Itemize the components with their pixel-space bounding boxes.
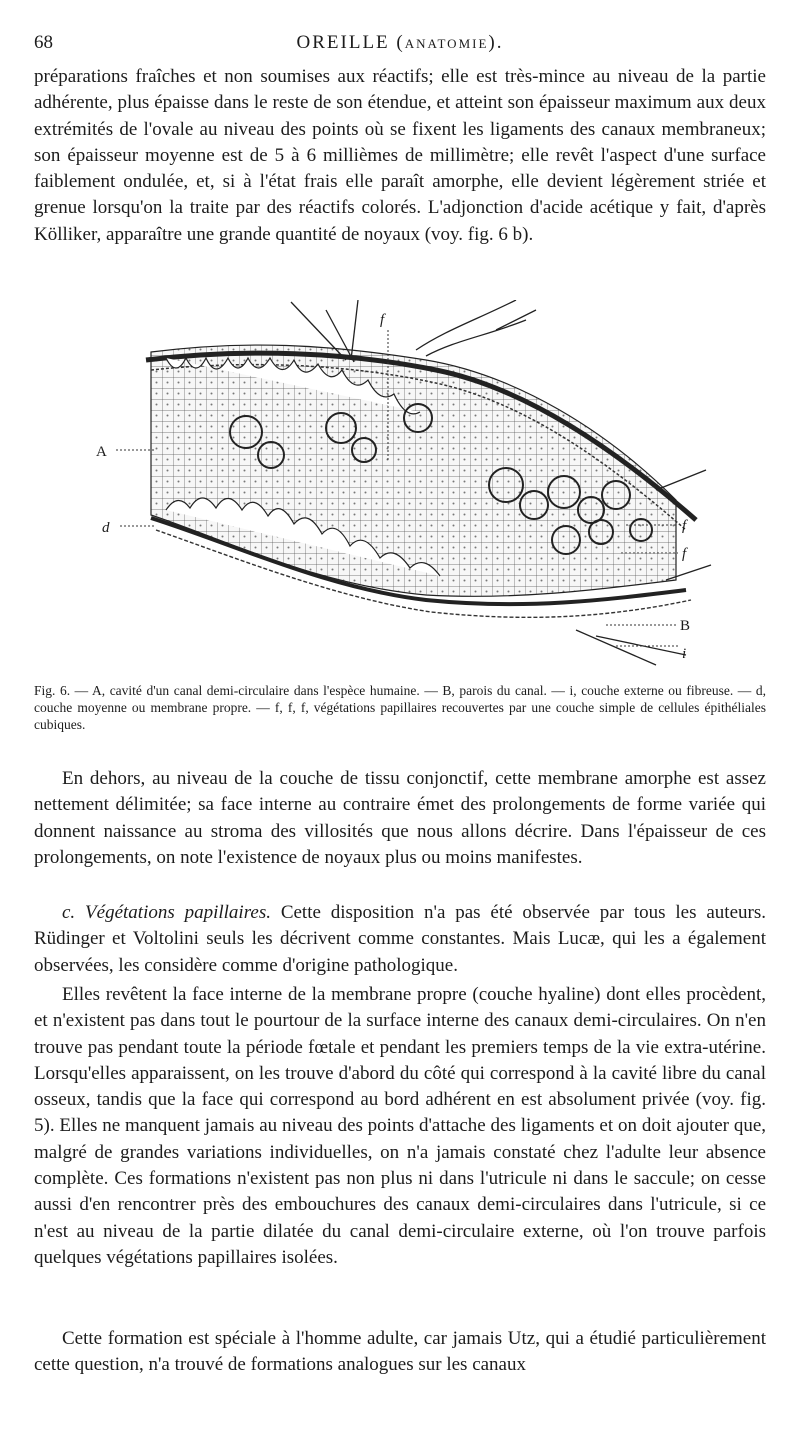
paragraph-3-text: Cette disposition n'a pas été observée par tous les auteurs. Rüdinger et Voltolini seuls les décrivent comme constantes. Mais Lucæ, qui les a également observées, les considère comme d'origine pathologique. xyxy=(34,902,766,976)
figure-6-illustration xyxy=(96,300,716,675)
label-A: A xyxy=(96,444,107,460)
running-title xyxy=(34,32,766,54)
paragraph-4: Elles revêtent la face interne de la membrane propre (couche hyaline) dont elles procèdent, et n'existent pas dans tout le pourtour de la surface interne des canaux demi-circulaires. On n'en trouve pas pendant toute la période fœtale et pendant les premiers temps de la vie extra-utérine. Lorsqu'elles apparaissent, on les trouve d'abord du côté qui correspond à la cavité libre du canal osseux, tandis que la face qui correspond au bord adhérent en est absolument privée (voy. fig. 5). Elles ne manquent jamais au niveau des points d'attache des ligaments et on doit ajouter que, malgré de grandes variations individuelles, on n'a jamais constaté chez l'adulte leur absence complète. Ces formations n'existent pas non plus ni dans l'utricule ni dans le saccule; on cesse aussi d'en rencontrer près des embouchures des canaux demi-circulaires dans l'utricule, si ce n'est au niveau de la partie dilatée du canal demi-circulaire externe, où l'on trouve parfois quelques végétations papillaires isolées. xyxy=(34,984,766,1268)
running-title-small: ANATOMIE xyxy=(404,36,489,51)
canal-tissue xyxy=(151,345,676,596)
label-f-right-2: f xyxy=(682,546,687,562)
running-title-main: OREILLE ( xyxy=(296,32,405,53)
figure-caption: Fig. 6. — A, cavité d'un canal demi-circulaire dans l'espèce humaine. — B, parois du canal. — i, couche externe ou fibreuse. — d, couche moyenne ou membrane propre. — f, f, f, végétations papillaires recouvertes par une couche simple de cellules épithéliales cubiques. xyxy=(34,683,766,732)
paragraph-1: préparations fraîches et non soumises aux réactifs; elle est très-mince au niveau de la partie adhérente, plus épaisse dans le reste de son étendue, et atteint son épaisseur maximum aux deux extrémités de l'ovale au niveau des points où se fixent les ligaments des canaux membraneux; son épaisseur moyenne est de 5 à 6 millièmes de millimètre; elle revêt l'aspect d'une surface faiblement ondulée, et, si à l'état frais elle paraît amorphe, elle devient légèrement striée et grenue lorsqu'on la traite par des réactifs colorés. L'adjonction d'acide acétique y fait, d'après Kölliker, apparaître une grande quantité de noyaux (voy. fig. 6 b). xyxy=(34,66,766,245)
label-f-right-1: f xyxy=(682,518,687,534)
label-d: d xyxy=(102,520,110,536)
page-number: 68 xyxy=(34,32,53,53)
page-header xyxy=(34,26,766,56)
running-title-end: ). xyxy=(488,32,504,53)
section-heading-c: c. Végétations papillaires. xyxy=(62,902,271,923)
figure-6 xyxy=(96,300,716,675)
label-i: i xyxy=(682,646,687,662)
label-f-top: f xyxy=(380,312,385,328)
paragraph-2: En dehors, au niveau de la couche de tissu conjonctif, cette membrane amorphe est assez nettement délimitée; sa face interne au contraire émet des prolongements de forme variée qui donnent naissance au stroma des villosités que nous allons décrire. Dans l'épaisseur de ces prolongements, on note l'existence de noyaux plus ou moins manifestes. xyxy=(34,768,766,868)
paragraph-5: Cette formation est spéciale à l'homme adulte, car jamais Utz, qui a étudié particulièrement cette question, n'a trouvé de formations analogues sur les canaux xyxy=(34,1328,766,1376)
paragraph-3 xyxy=(34,900,766,979)
label-B: B xyxy=(680,618,691,634)
